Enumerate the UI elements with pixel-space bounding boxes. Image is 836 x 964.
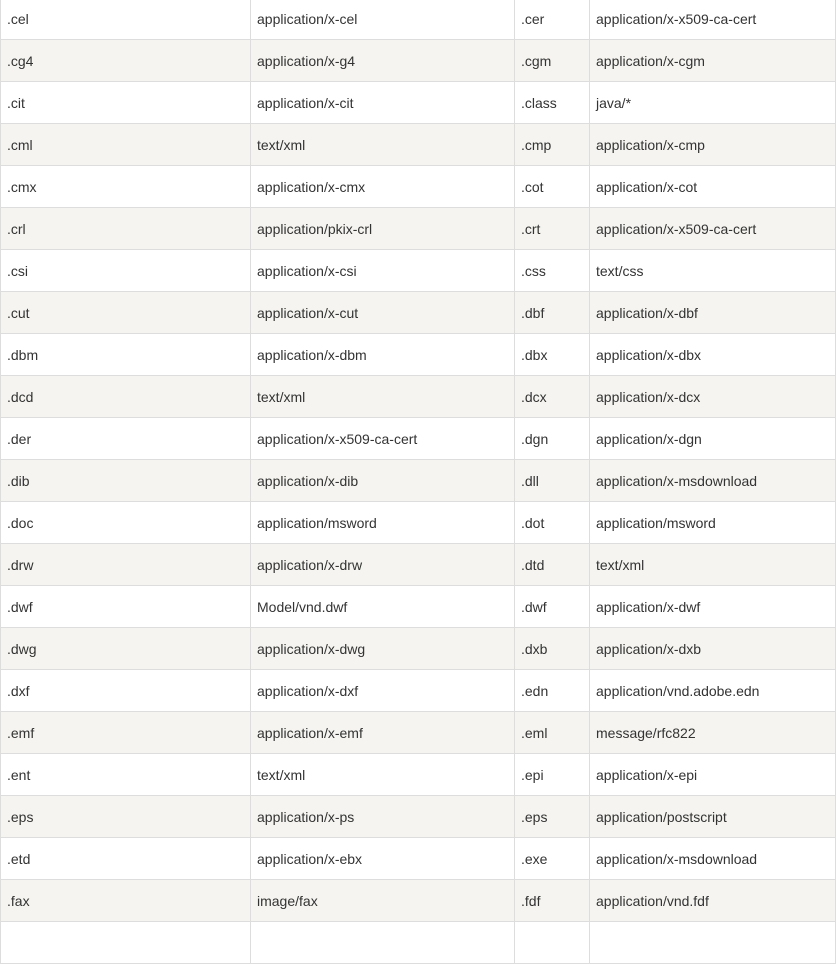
mime-type-cell xyxy=(590,922,836,964)
table-row xyxy=(1,40,836,82)
mime-type-cell: text/xml xyxy=(590,544,836,586)
table-row xyxy=(1,82,836,124)
mime-type-cell: application/x-msdownload xyxy=(590,838,836,880)
extension-cell xyxy=(515,922,590,964)
extension-cell: .css xyxy=(515,250,590,292)
table-row xyxy=(1,544,836,586)
extension-cell: .dbx xyxy=(515,334,590,376)
mime-type-cell: application/x-dbf xyxy=(590,292,836,334)
table-row xyxy=(1,124,836,166)
mime-type-table-body xyxy=(1,0,836,964)
mime-type-cell: application/x-x509-ca-cert xyxy=(590,0,836,40)
mime-type-cell xyxy=(251,922,515,964)
extension-cell: .class xyxy=(515,82,590,124)
extension-cell: .epi xyxy=(515,754,590,796)
extension-cell: .dbm xyxy=(1,334,251,376)
mime-type-cell: application/x-cmp xyxy=(590,124,836,166)
extension-cell: .cer xyxy=(515,0,590,40)
extension-cell: .der xyxy=(1,418,251,460)
mime-type-cell: application/x-cgm xyxy=(590,40,836,82)
mime-type-cell: application/x-dcx xyxy=(590,376,836,418)
extension-cell: .cml xyxy=(1,124,251,166)
extension-cell: .dbf xyxy=(515,292,590,334)
mime-type-cell: application/x-ebx xyxy=(251,838,515,880)
extension-cell: .cg4 xyxy=(1,40,251,82)
table-row xyxy=(1,838,836,880)
table-row xyxy=(1,376,836,418)
mime-type-cell: application/x-emf xyxy=(251,712,515,754)
extension-cell: .dwf xyxy=(1,586,251,628)
table-row xyxy=(1,754,836,796)
mime-type-cell: application/x-cit xyxy=(251,82,515,124)
mime-type-cell: application/x-csi xyxy=(251,250,515,292)
table-row xyxy=(1,0,836,40)
extension-cell: .cel xyxy=(1,0,251,40)
mime-type-cell: application/x-epi xyxy=(590,754,836,796)
extension-cell: .etd xyxy=(1,838,251,880)
mime-type-cell: application/pkix-crl xyxy=(251,208,515,250)
extension-cell: .cmx xyxy=(1,166,251,208)
extension-cell: .cgm xyxy=(515,40,590,82)
extension-cell: .ent xyxy=(1,754,251,796)
extension-cell: .cut xyxy=(1,292,251,334)
extension-cell: .cmp xyxy=(515,124,590,166)
mime-type-cell: application/x-dxf xyxy=(251,670,515,712)
table-row xyxy=(1,586,836,628)
table-row xyxy=(1,880,836,922)
extension-cell: .emf xyxy=(1,712,251,754)
extension-cell: .dwf xyxy=(515,586,590,628)
extension-cell: .doc xyxy=(1,502,251,544)
mime-type-cell: application/x-msdownload xyxy=(590,460,836,502)
mime-type-cell: application/postscript xyxy=(590,796,836,838)
extension-cell: .dib xyxy=(1,460,251,502)
mime-type-cell: application/x-g4 xyxy=(251,40,515,82)
mime-type-cell: application/x-dib xyxy=(251,460,515,502)
extension-cell: .dxf xyxy=(1,670,251,712)
table-row xyxy=(1,712,836,754)
extension-cell: .dtd xyxy=(515,544,590,586)
extension-cell: .cot xyxy=(515,166,590,208)
table-row xyxy=(1,628,836,670)
mime-type-cell: text/xml xyxy=(251,124,515,166)
table-row xyxy=(1,502,836,544)
mime-type-cell: application/x-dxb xyxy=(590,628,836,670)
extension-cell: .drw xyxy=(1,544,251,586)
mime-type-cell: application/x-ps xyxy=(251,796,515,838)
extension-cell: .dcd xyxy=(1,376,251,418)
extension-cell: .cit xyxy=(1,82,251,124)
mime-type-cell: application/x-x509-ca-cert xyxy=(590,208,836,250)
extension-cell: .exe xyxy=(515,838,590,880)
mime-type-cell: application/vnd.fdf xyxy=(590,880,836,922)
extension-cell: .edn xyxy=(515,670,590,712)
extension-cell: .fax xyxy=(1,880,251,922)
mime-type-cell: application/msword xyxy=(251,502,515,544)
extension-cell: .fdf xyxy=(515,880,590,922)
extension-cell: .dll xyxy=(515,460,590,502)
extension-cell: .eps xyxy=(1,796,251,838)
extension-cell: .dgn xyxy=(515,418,590,460)
mime-type-cell: application/x-x509-ca-cert xyxy=(251,418,515,460)
table-row xyxy=(1,292,836,334)
extension-cell: .crl xyxy=(1,208,251,250)
table-row xyxy=(1,670,836,712)
mime-type-cell: text/xml xyxy=(251,376,515,418)
mime-type-cell: text/xml xyxy=(251,754,515,796)
extension-cell: .dot xyxy=(515,502,590,544)
mime-type-cell: application/x-dbm xyxy=(251,334,515,376)
mime-type-cell: application/x-drw xyxy=(251,544,515,586)
extension-cell: .dcx xyxy=(515,376,590,418)
table-row xyxy=(1,250,836,292)
extension-cell: .crt xyxy=(515,208,590,250)
table-row xyxy=(1,796,836,838)
mime-type-cell: application/x-dwf xyxy=(590,586,836,628)
table-row xyxy=(1,208,836,250)
mime-type-cell: application/vnd.adobe.edn xyxy=(590,670,836,712)
mime-type-cell: application/x-cmx xyxy=(251,166,515,208)
mime-type-cell: application/x-dwg xyxy=(251,628,515,670)
mime-type-cell: application/x-dgn xyxy=(590,418,836,460)
table-row xyxy=(1,418,836,460)
mime-type-cell: java/* xyxy=(590,82,836,124)
table-row xyxy=(1,922,836,964)
extension-cell: .eml xyxy=(515,712,590,754)
extension-cell: .dwg xyxy=(1,628,251,670)
mime-type-cell: application/x-cot xyxy=(590,166,836,208)
mime-type-cell: application/x-cel xyxy=(251,0,515,40)
table-row xyxy=(1,460,836,502)
mime-type-cell: text/css xyxy=(590,250,836,292)
mime-type-cell: message/rfc822 xyxy=(590,712,836,754)
mime-type-cell: image/fax xyxy=(251,880,515,922)
mime-type-cell: Model/vnd.dwf xyxy=(251,586,515,628)
mime-type-cell: application/x-dbx xyxy=(590,334,836,376)
extension-cell xyxy=(1,922,251,964)
table-row xyxy=(1,334,836,376)
extension-cell: .csi xyxy=(1,250,251,292)
extension-cell: .dxb xyxy=(515,628,590,670)
mime-type-cell: application/msword xyxy=(590,502,836,544)
table-row xyxy=(1,166,836,208)
extension-cell: .eps xyxy=(515,796,590,838)
mime-type-cell: application/x-cut xyxy=(251,292,515,334)
